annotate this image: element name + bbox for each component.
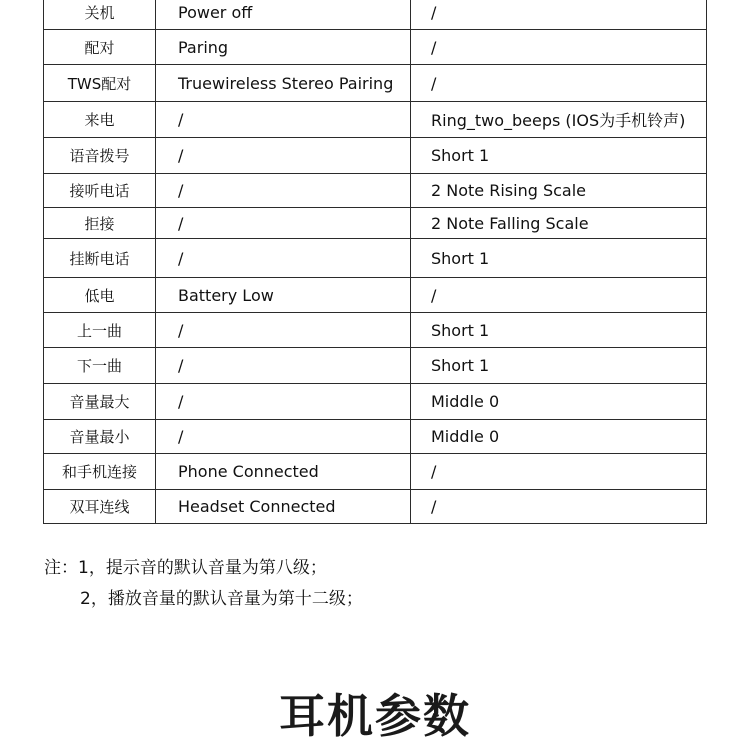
tone-cell: Ring_two_beeps (IOS为手机铃声): [411, 102, 707, 138]
tone-cell: /: [411, 454, 707, 490]
event-name-cell: 音量最小: [44, 420, 156, 454]
table-row: [44, 208, 707, 239]
voice-prompt-cell: /: [156, 208, 411, 239]
table-row: [44, 490, 707, 524]
voice-prompt-cell: /: [156, 348, 411, 384]
event-name-cell: 和手机连接: [44, 454, 156, 490]
voice-prompt-cell: /: [156, 239, 411, 278]
event-name-cell: 关机: [44, 0, 156, 30]
note-line-2: 2，播放音量的默认音量为第十二级；: [80, 589, 363, 609]
tone-cell: /: [411, 0, 707, 30]
tone-cell: Short 1: [411, 239, 707, 278]
event-name-cell: 低电: [44, 278, 156, 313]
prompt-tone-table-body: [44, 0, 707, 524]
tone-cell: Middle 0: [411, 384, 707, 420]
tone-cell: Short 1: [411, 313, 707, 348]
event-name-cell: 接听电话: [44, 174, 156, 208]
table-row: [44, 138, 707, 174]
table-row: [44, 30, 707, 65]
voice-prompt-cell: Power off: [156, 0, 411, 30]
event-name-cell: 拒接: [44, 208, 156, 239]
table-row: [44, 102, 707, 138]
event-name-cell: 来电: [44, 102, 156, 138]
table-row: [44, 384, 707, 420]
table-row: [44, 278, 707, 313]
event-name-cell: 双耳连线: [44, 490, 156, 524]
table-row: [44, 239, 707, 278]
event-name-cell: 挂断电话: [44, 239, 156, 278]
table-row: [44, 174, 707, 208]
voice-prompt-cell: Truewireless Stereo Pairing: [156, 65, 411, 102]
table-row: [44, 454, 707, 490]
tone-cell: /: [411, 490, 707, 524]
tone-cell: /: [411, 65, 707, 102]
table-row: [44, 420, 707, 454]
tone-cell: 2 Note Falling Scale: [411, 208, 707, 239]
voice-prompt-cell: Paring: [156, 30, 411, 65]
voice-prompt-cell: Headset Connected: [156, 490, 411, 524]
voice-prompt-cell: /: [156, 174, 411, 208]
event-name-cell: 音量最大: [44, 384, 156, 420]
event-name-cell: 下一曲: [44, 348, 156, 384]
tone-cell: /: [411, 278, 707, 313]
tone-cell: Short 1: [411, 138, 707, 174]
event-name-cell: 语音拨号: [44, 138, 156, 174]
voice-prompt-cell: Battery Low: [156, 278, 411, 313]
prompt-tone-table: [43, 0, 707, 524]
tone-cell: Short 1: [411, 348, 707, 384]
section-heading: 耳机参数: [279, 689, 471, 743]
tone-cell: /: [411, 30, 707, 65]
event-name-cell: TWS配对: [44, 65, 156, 102]
voice-prompt-cell: /: [156, 138, 411, 174]
voice-prompt-cell: /: [156, 384, 411, 420]
event-name-cell: 上一曲: [44, 313, 156, 348]
note-line-1: 注：1，提示音的默认音量为第八级；: [44, 558, 327, 578]
voice-prompt-cell: /: [156, 313, 411, 348]
voice-prompt-cell: /: [156, 102, 411, 138]
table-row: [44, 313, 707, 348]
table-row: [44, 65, 707, 102]
tone-cell: Middle 0: [411, 420, 707, 454]
table-row: [44, 348, 707, 384]
voice-prompt-cell: Phone Connected: [156, 454, 411, 490]
table-row: [44, 0, 707, 30]
voice-prompt-cell: /: [156, 420, 411, 454]
tone-cell: 2 Note Rising Scale: [411, 174, 707, 208]
event-name-cell: 配对: [44, 30, 156, 65]
